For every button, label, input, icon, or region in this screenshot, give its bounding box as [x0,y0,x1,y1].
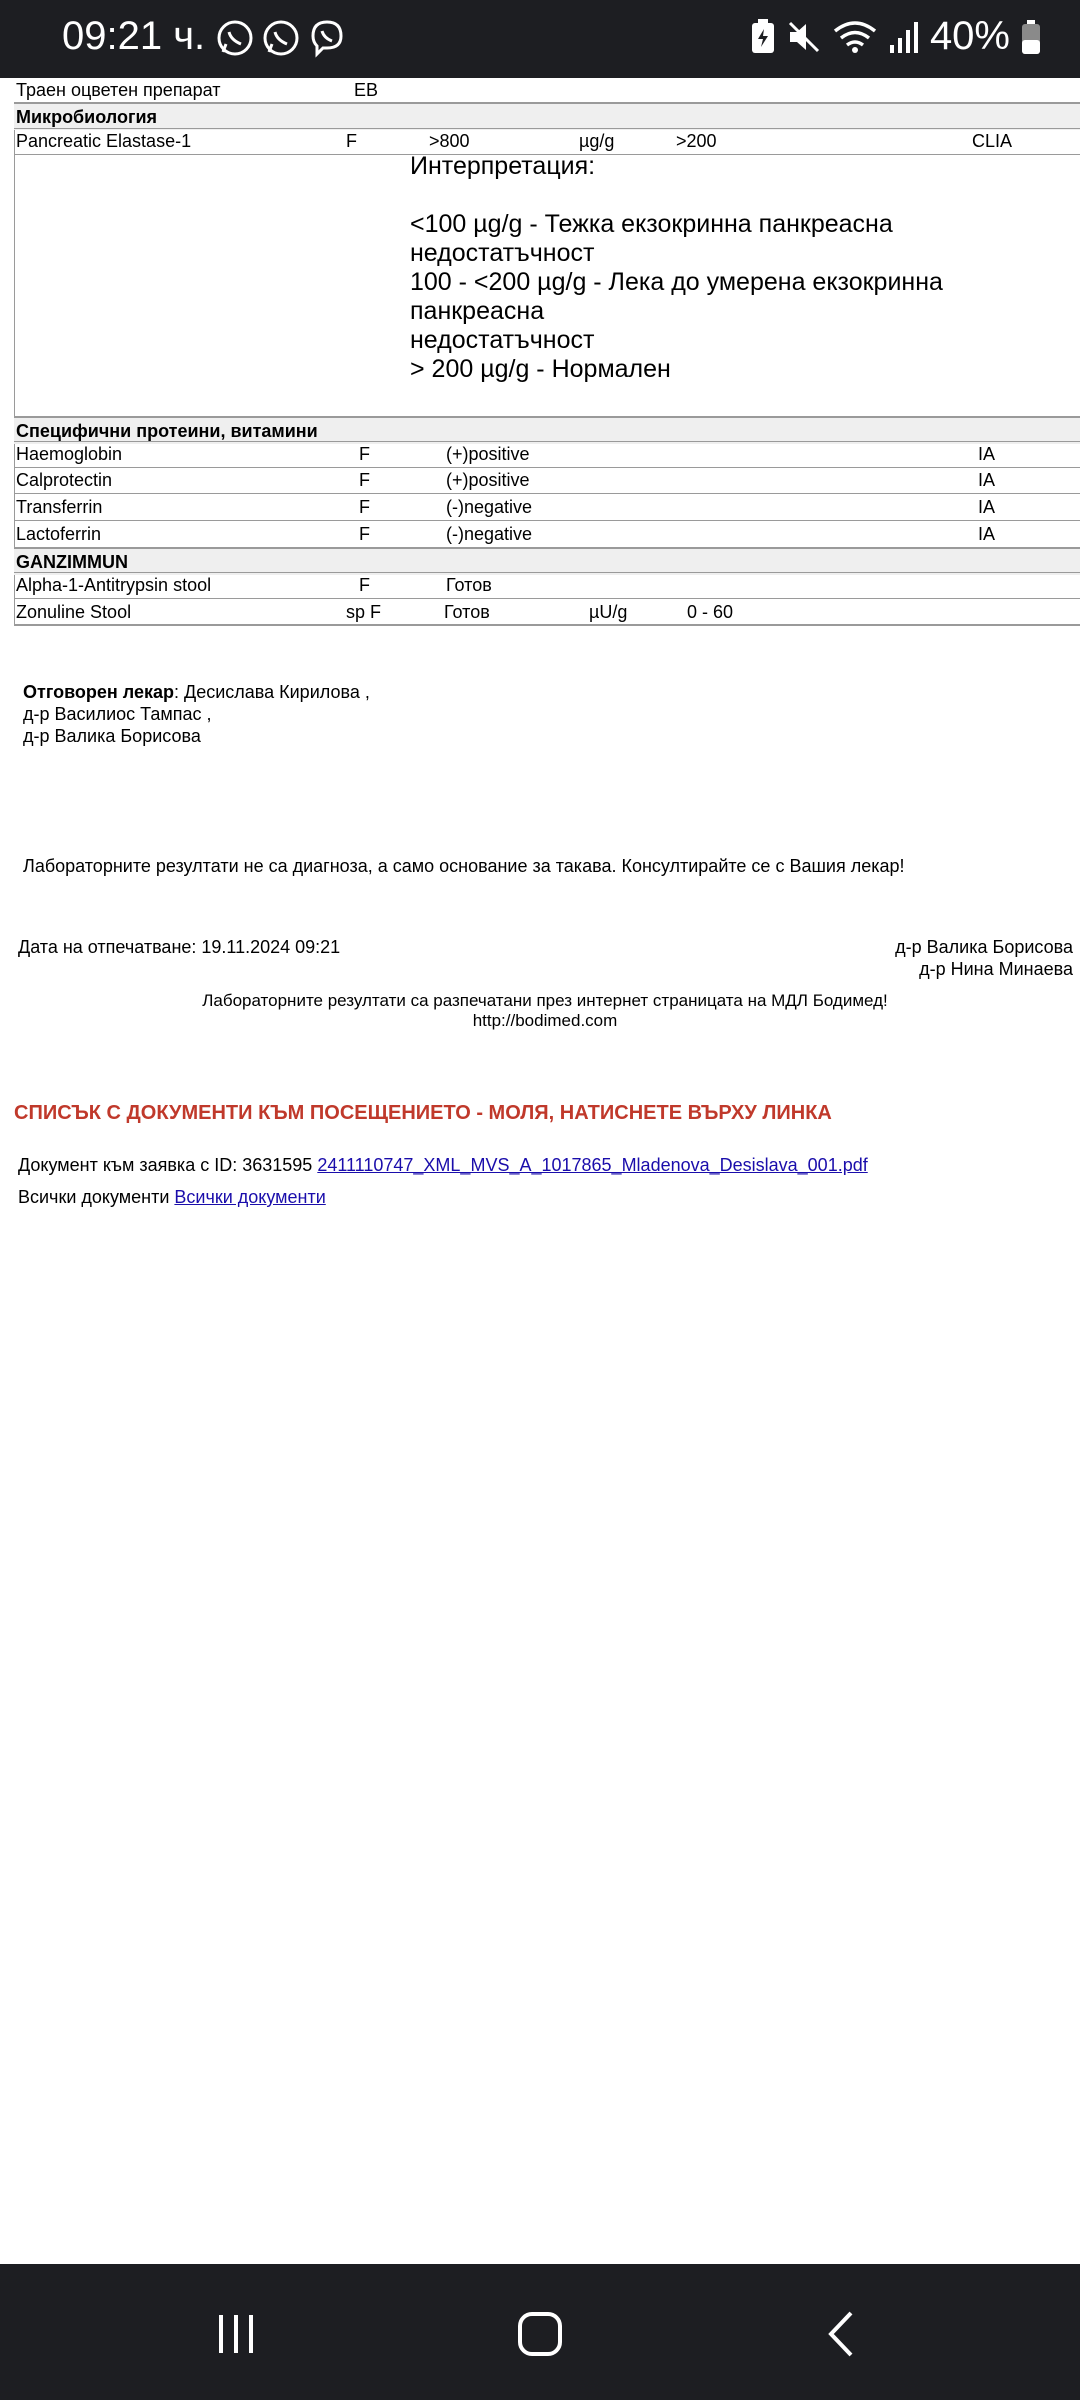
recent-apps-icon [211,2309,261,2359]
viber-icon [307,18,347,58]
section-header-ganzimmun: GANZIMMUN [14,549,1080,575]
table-row: Lactoferrin F (-)negative IA [16,524,996,544]
document-pdf-link[interactable]: 2411110747_XML_MVS_A_1017865_Mladenova_Desislava_001.pdf [317,1155,868,1175]
back-button[interactable] [802,2304,882,2364]
navigation-bar [0,2264,1080,2400]
table-row-partial: Траен оцветен препарат EB [16,80,379,100]
disclaimer: Лабораторните резултати не са диагноза, а само основание за такава. Консултирайте се с Вашия лекар! [23,856,905,876]
all-documents-link[interactable]: Всички документи [174,1187,326,1207]
signal-icon [888,19,920,55]
whatsapp-icon [215,18,255,58]
table-row: Zonuline Stool sp F Готов µU/g 0 - 60 [16,602,734,622]
print-notice: Лабораторните резултати са разпечатани през интернет страницата на МДЛ Бодимед! http://bodimed.com [0,991,1080,1031]
status-bar [0,0,1080,78]
document-link-row: Документ към заявка с ID: 3631595 2411110747_XML_MVS_A_1017865_Mladenova_Desislava_001.pdf [18,1155,868,1175]
interpretation-block: Интерпретация: <100 µg/g - Тежка екзокринна панкреасна недостатъчност 100 - <200 µg/g - Лека до умерена екзокринна панкреасна недостатъчност > 200 µg/g - Нормален [410,152,1080,384]
site-url: http://bodimed.com [472,1011,618,1030]
whatsapp-icon [261,18,301,58]
table-row-pancreatic-elastase: Pancreatic Elastase-1 F >800 µg/g >200 CLIA [16,131,1013,151]
print-date: Дата на отпечатване: 19.11.2024 09:21 [18,937,341,957]
section-header-microbiology: Микробиология [14,104,1080,130]
signatures: д-р Валика Борисова д-р Нина Минаева [895,937,1073,979]
table-row: Alpha-1-Antitrypsin stool F Готов [16,575,492,595]
table-row: Transferrin F (-)negative IA [16,497,996,517]
documents-heading: СПИСЪК С ДОКУМЕНТИ КЪМ ПОСЕЩЕНИЕТО - МОЛЯ, НАТИСНЕТЕ ВЪРХУ ЛИНКА [14,1102,832,1124]
responsible-doctor: Отговорен лекар: Десислава Кирилова , д-р Василиос Тампас , д-р Валика Борисова [23,682,370,746]
battery-icon [1020,19,1042,55]
all-documents-row: Всички документи Всички документи [18,1187,326,1207]
interpretation-title: Интерпретация: [410,152,596,180]
divider [14,624,1080,626]
status-time: 09:21 ч. [62,14,206,58]
battery-saver-icon [750,19,776,55]
mute-icon [786,19,822,55]
section-header-proteins: Специфични протеини, витамини [14,418,1080,444]
table-row: Haemoglobin F (+)positive IA [16,444,996,464]
recent-apps-button[interactable] [196,2304,276,2364]
table-row: Calprotectin F (+)positive IA [16,470,996,490]
home-icon [515,2309,565,2359]
wifi-icon [832,19,878,55]
home-button[interactable] [500,2304,580,2364]
battery-percent: 40% [929,14,1010,58]
back-icon [817,2309,867,2359]
